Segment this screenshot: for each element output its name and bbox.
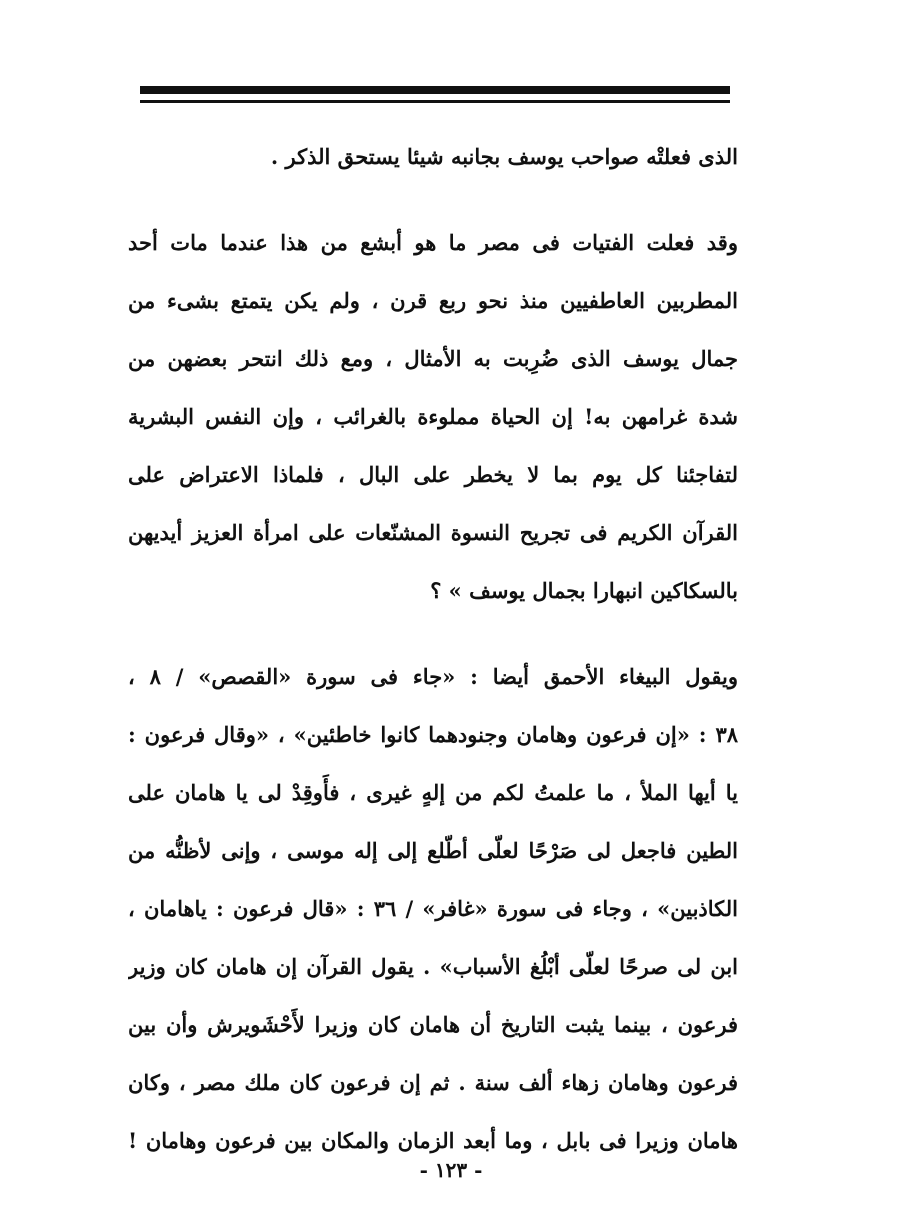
text-line: الكاذبين» ، وجاء فى سورة «غافر» / ٣٦ : «قال فرعون : ياهامان ، xyxy=(128,896,738,921)
text-line: فرعون ، بينما يثبت التاريخ أن هامان كان وزيرا لأَحْشَويرش وأن بين xyxy=(128,1012,738,1037)
paragraph-gap xyxy=(128,620,738,648)
text-line: لتفاجئنا كل يوم بما لا يخطر على البال ، فلماذا الاعتراض على xyxy=(128,462,738,487)
text-line: شدة غرامهن به! إن الحياة مملوءة بالغرائب ، وإن النفس البشرية xyxy=(128,404,738,429)
paragraph-1 xyxy=(128,128,738,186)
header-rule-thick xyxy=(140,86,730,94)
text-line: ابن لى صرحًا لعلّى أبْلُغ الأسباب» . يقول القرآن إن هامان كان وزير xyxy=(128,954,738,979)
text-line: فرعون وهامان زهاء ألف سنة . ثم إن فرعون كان ملك مصر ، وكان xyxy=(128,1070,738,1095)
body-text xyxy=(128,128,738,1170)
text-line: جمال يوسف الذى ضُرِبت به الأمثال ، ومع ذلك انتحر بعضهن من xyxy=(128,346,738,371)
text-line: الذى فعلتْه صواحب يوسف بجانبه شيئا يستحق الذكر . xyxy=(270,144,738,169)
page-number: - ١٢٣ - xyxy=(419,1158,483,1182)
paragraph-2 xyxy=(128,214,738,620)
text-line: المطربين العاطفيين منذ نحو ربع قرن ، ولم يكن يتمتع بشىء من xyxy=(128,288,738,313)
paragraph-3 xyxy=(128,648,738,1170)
text-line: وقد فعلت الفتيات فى مصر ما هو أبشع من هذا عندما مات أحد xyxy=(128,230,738,255)
text-line: بالسكاكين انبهارا بجمال يوسف » ؟ xyxy=(430,578,738,603)
text-line: هامان وزيرا فى بابل ، وما أبعد الزمان والمكان بين فرعون وهامان ! xyxy=(128,1128,738,1153)
header-rule-thin xyxy=(140,100,730,103)
text-line: القرآن الكريم فى تجريح النسوة المشنّعات على امرأة العزيز أيديهن xyxy=(128,520,738,545)
text-line: الطين فاجعل لى صَرْحًا لعلّى أطّلع إلى إله موسى ، وإنى لأظنُّه من xyxy=(128,838,738,863)
text-line: ٣٨ : «إن فرعون وهامان وجنودهما كانوا خاطئين» ، «وقال فرعون : xyxy=(128,722,738,747)
text-line: ويقول البيغاء الأحمق أيضا : «جاء فى سورة «القصص» / ٨ ، xyxy=(128,664,738,689)
text-line: يا أيها الملأ ، ما علمتُ لكم من إلهٍ غيرى ، فأَوقِدْ لى يا هامان على xyxy=(128,780,738,805)
paragraph-gap xyxy=(128,186,738,214)
